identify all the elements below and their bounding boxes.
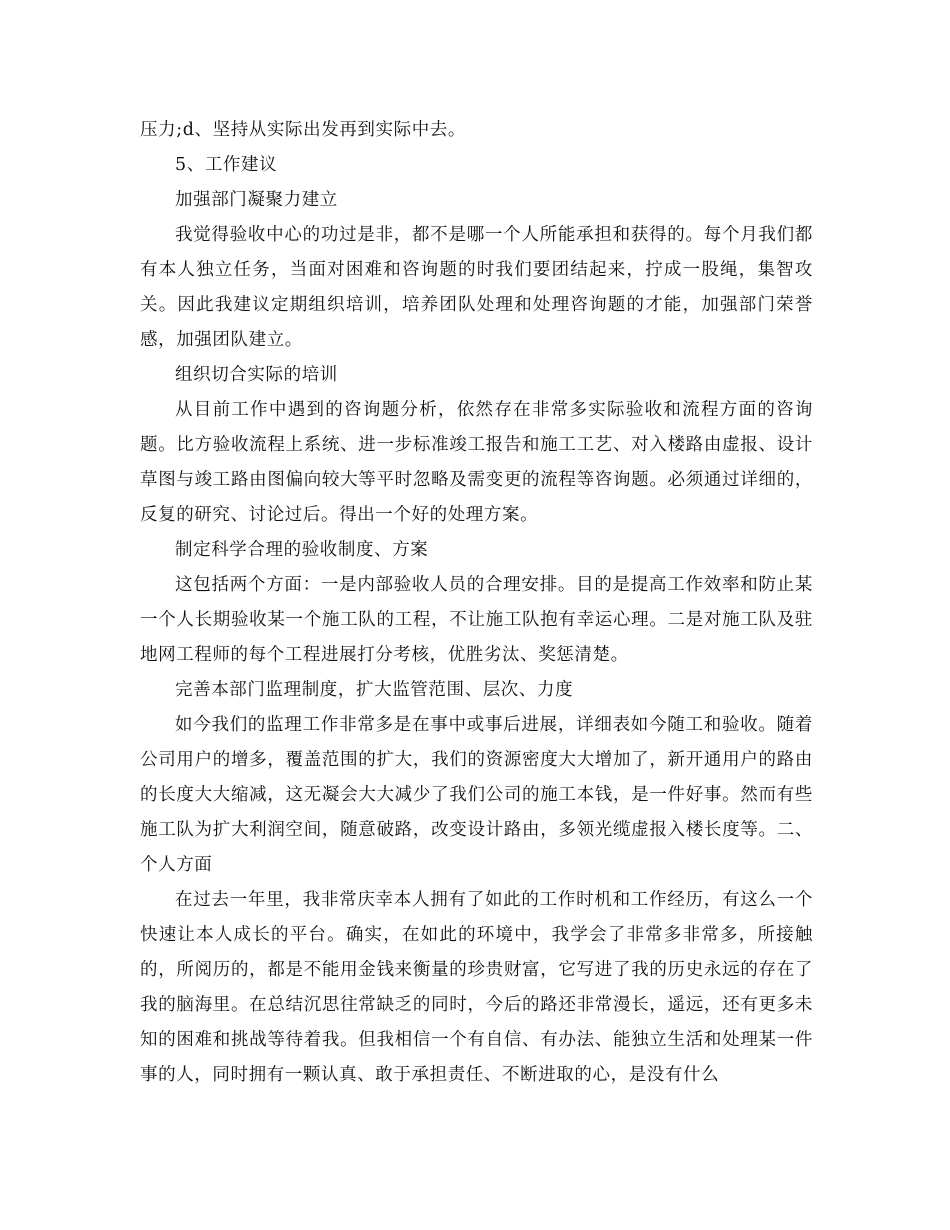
subheading-supervision: 完善本部门监理制度，扩大监管范围、层次、力度 [175, 680, 574, 700]
subheading-acceptance-system: 制定科学合理的验收制度、方案 [175, 540, 429, 560]
subheading-team-cohesion: 加强部门凝聚力建立 [175, 190, 338, 210]
paragraph-personal: 在过去一年里，我非常庆幸本人拥有了如此的工作时机和工作经历，有这么一个快速让本人成长的平台。确实，在如此的环境中，我学会了非常多非常多，所接触的，所阅历的，都是不能用金钱来衡量的珍贵财富，它写进了我的历史永远的存在了我的脑海里。在总结沉思往常缺乏的同时，今后的路还非常漫长，遥远，还有更多未知的困难和挑战等待着我。但我相信一个有自信、有办法、能独立生活和处理某一件事的人，同时拥有一颗认真、敢于承担责任、不断进取的心，是没有什么 [140, 890, 813, 1085]
paragraph-team-cohesion: 我觉得验收中心的功过是非，都不是哪一个人所能承担和获得的。每个月我们都有本人独立任务，当面对困难和咨询题的时我们要团结起来，拧成一股绳，集智攻关。因此我建议定期组织培训，培养团队处理和处理咨询题的才能，加强部门荣誉感，加强团队建立。 [140, 225, 813, 350]
subheading-training: 组织切合实际的培训 [175, 365, 338, 385]
section-heading-work-suggestions: 5、工作建议 [175, 155, 278, 175]
paragraph-acceptance-system: 这包括两个方面：一是内部验收人员的合理安排。目的是提高工作效率和防止某一个人长期验收某一个施工队的工程，不让施工队抱有幸运心理。二是对施工队及驻地网工程师的每个工程进展打分考核，优胜劣汰、奖惩清楚。 [140, 575, 813, 665]
paragraph-training: 从目前工作中遇到的咨询题分析，依然存在非常多实际验收和流程方面的咨询题。比方验收流程上系统、进一步标准竣工报告和施工工艺、对入楼路由虚报、设计草图与竣工路由图偏向较大等平时忽略及需变更的流程等咨询题。必须通过详细的，反复的研究、讨论过后。得出一个好的处理方案。 [140, 400, 813, 525]
document-body [140, 113, 813, 1093]
paragraph-1: 压力;d、坚持从实际出发再到实际中去。 [140, 120, 466, 140]
paragraph-supervision: 如今我们的监理工作非常多是在事中或事后进展，详细表如今随工和验收。随着公司用户的增多，覆盖范围的扩大，我们的资源密度大大增加了，新开通用户的路由的长度大大缩减，这无凝会大大减少了我们公司的施工本钱，是一件好事。然而有些施工队为扩大利润空间，随意破路，改变设计路由，多领光缆虚报入楼长度等。二、个人方面 [140, 715, 813, 875]
